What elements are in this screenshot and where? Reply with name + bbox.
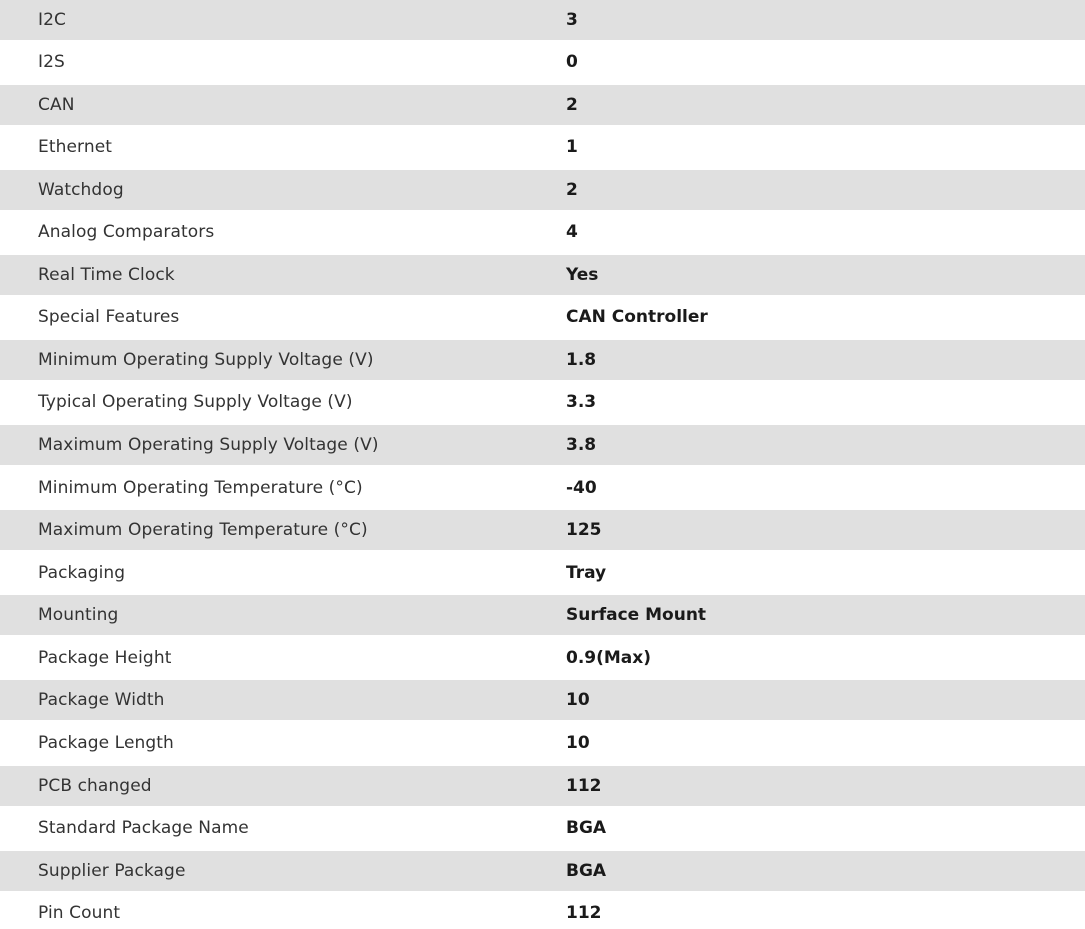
spec-value: 2 (566, 180, 578, 200)
spec-name: Minimum Operating Supply Voltage (V) (38, 350, 374, 370)
table-row (0, 510, 1085, 550)
spec-value: Surface Mount (566, 605, 707, 625)
spec-name: I2C (38, 10, 66, 30)
table-row (0, 680, 1085, 720)
spec-value: 2 (566, 95, 578, 115)
spec-name: Typical Operating Supply Voltage (V) (38, 392, 353, 412)
spec-name: Analog Comparators (38, 222, 215, 242)
table-row (0, 851, 1085, 891)
table-row (0, 638, 1085, 678)
spec-name: Package Height (38, 648, 172, 668)
table-row (0, 893, 1085, 929)
table-row (0, 255, 1085, 295)
spec-name: Package Width (38, 690, 165, 710)
spec-value: 125 (566, 520, 602, 540)
table-row (0, 42, 1085, 82)
table-row (0, 468, 1085, 508)
table-row (0, 85, 1085, 125)
spec-value: 10 (566, 733, 590, 753)
spec-value: Tray (566, 563, 607, 583)
spec-name: PCB changed (38, 776, 152, 796)
spec-name: Standard Package Name (38, 818, 249, 838)
table-row (0, 808, 1085, 848)
spec-value: BGA (566, 861, 607, 881)
spec-name: Ethernet (38, 137, 113, 157)
spec-name: Maximum Operating Supply Voltage (V) (38, 435, 379, 455)
spec-name: Minimum Operating Temperature (°C) (38, 478, 363, 498)
spec-value: 1.8 (566, 350, 597, 370)
spec-value: BGA (566, 818, 607, 838)
table-row (0, 425, 1085, 465)
spec-name: Package Length (38, 733, 174, 753)
spec-value: 3.8 (566, 435, 597, 455)
spec-name: I2S (38, 52, 65, 72)
table-row (0, 382, 1085, 422)
spec-value: 10 (566, 690, 590, 710)
table-row (0, 723, 1085, 763)
spec-value: 0.9(Max) (566, 648, 652, 668)
spec-value: 0 (566, 52, 578, 72)
spec-name: CAN (38, 95, 75, 115)
table-row (0, 0, 1085, 40)
table-row (0, 340, 1085, 380)
table-row (0, 553, 1085, 593)
spec-value: 3 (566, 10, 578, 30)
table-row (0, 212, 1085, 252)
spec-name: Pin Count (38, 903, 121, 923)
spec-value: 1 (566, 137, 578, 157)
spec-name: Maximum Operating Temperature (°C) (38, 520, 368, 540)
table-row (0, 170, 1085, 210)
table-row (0, 127, 1085, 167)
table-row (0, 766, 1085, 806)
spec-name: Watchdog (38, 180, 124, 200)
spec-value: 4 (566, 222, 578, 242)
spec-name: Packaging (38, 563, 126, 583)
spec-value: Yes (566, 265, 599, 285)
spec-name: Special Features (38, 307, 180, 327)
table-row (0, 297, 1085, 337)
spec-value: 3.3 (566, 392, 597, 412)
spec-name: Mounting (38, 605, 119, 625)
spec-name: Real Time Clock (38, 265, 175, 285)
spec-value: CAN Controller (566, 307, 708, 327)
spec-value: 112 (566, 776, 602, 796)
table-row (0, 595, 1085, 635)
spec-value: 112 (566, 903, 602, 923)
spec-name: Supplier Package (38, 861, 186, 881)
spec-value: -40 (566, 478, 597, 498)
